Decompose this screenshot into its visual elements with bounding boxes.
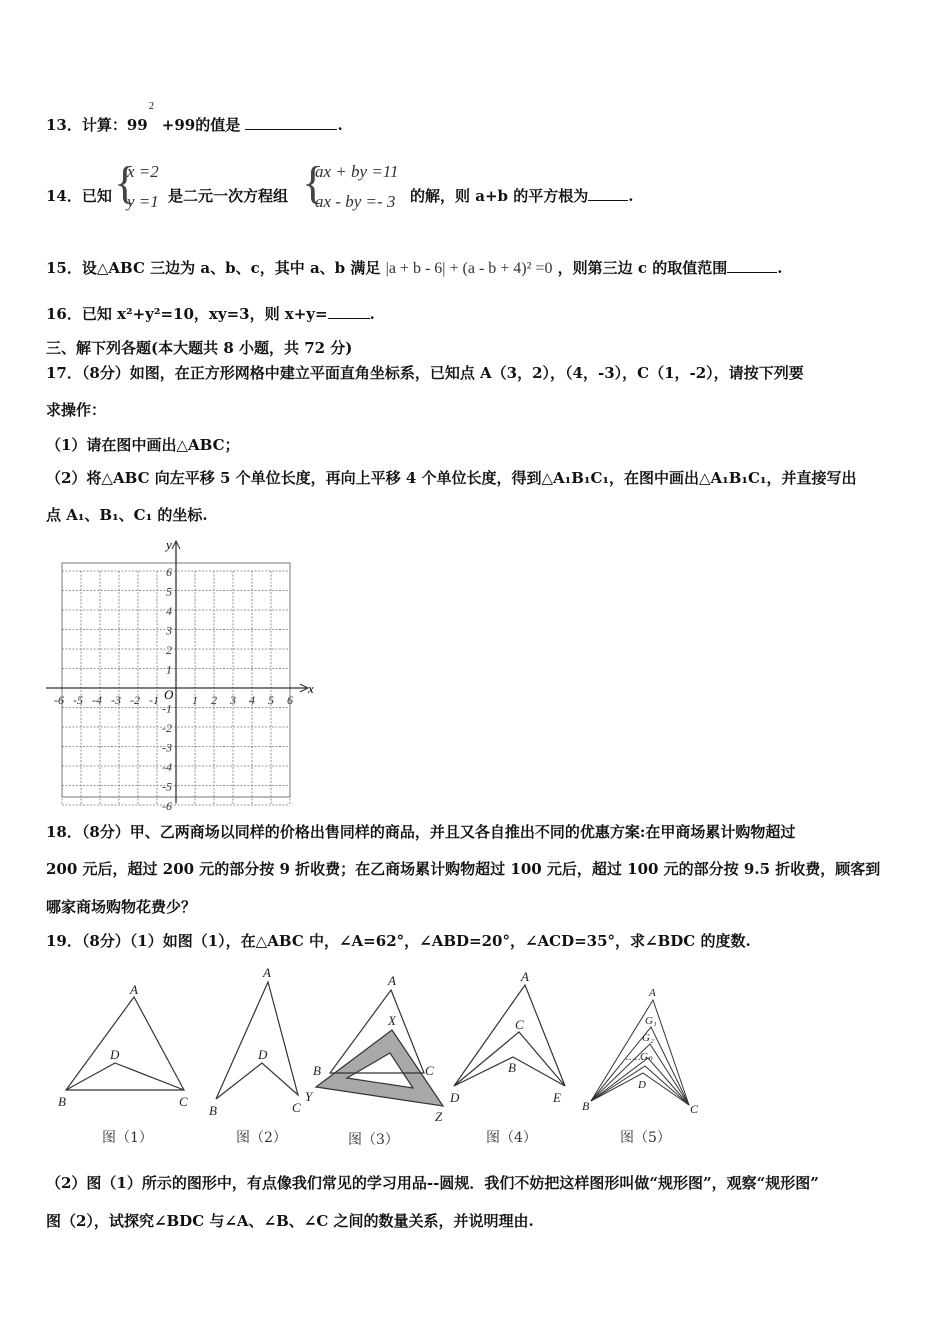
q13-end: . xyxy=(337,116,343,134)
q18-line2: 200 元后，超过 200 元的部分按 9 折收费；在乙商场累计购物超过 100 元后，超过 100 元的部分按 9.5 折收费，顾客到 xyxy=(46,860,881,878)
question-13 xyxy=(46,115,343,135)
y-tick-label: -2 xyxy=(162,721,172,735)
y-tick-label: -4 xyxy=(162,760,172,774)
y-tick-label: 3 xyxy=(166,623,172,638)
fig5-label-gn: Gₙ xyxy=(640,1051,653,1063)
fig5-ellipsis: …… xyxy=(626,1052,644,1063)
q13-prefix: 13．计算：99 xyxy=(46,116,148,134)
fig3-label-y: Y xyxy=(305,1089,313,1104)
x-tick-label: -4 xyxy=(92,693,102,707)
x-tick-label: 5 xyxy=(268,693,274,707)
q17-part2a: （2）将△ABC 向左平移 5 个单位长度，再向上平移 4 个单位长度，得到△A₁B₁C₁，在图中画出△A₁B₁C₁，并直接写出 xyxy=(46,469,857,487)
answer-blank xyxy=(588,186,628,201)
q19-part2b: 图（2），试探究∠BDC 与∠A、∠B、∠C 之间的数量关系，并说明理由. xyxy=(46,1212,534,1230)
fig5-label-d: D xyxy=(638,1079,646,1091)
y-tick-label: -3 xyxy=(162,740,172,755)
x-axis-label: x xyxy=(308,681,314,696)
y-axis-label: y xyxy=(166,537,172,552)
figures-row xyxy=(0,960,950,1124)
question-16 xyxy=(46,304,375,324)
brace-icon: { xyxy=(114,157,137,208)
fig3-label-z: Z xyxy=(435,1109,443,1124)
answer-blank xyxy=(245,115,337,130)
fig5-label-g2: G₂ xyxy=(642,1032,654,1044)
figure-1-caption: 图（1） xyxy=(102,1130,153,1146)
q17-line2: 求操作： xyxy=(46,401,107,419)
fig5-label-a: A xyxy=(649,987,656,999)
q19-part2a: （2）图（1）所示的图形中，有点像我们常见的学习用品--圆规．我们不妨把这样图形叫做“规形图”，观察“规形图” xyxy=(46,1174,819,1192)
q13-exponent: 2 xyxy=(149,101,154,112)
y-tick-label: 4 xyxy=(166,604,172,618)
figure-3 xyxy=(316,990,443,1106)
origin-label: O xyxy=(164,687,174,702)
q18-line1: 18．（8分）甲、乙两商场以同样的价格出售同样的商品，并且又各自推出不同的优惠方案:在甲商场累计购物超过 xyxy=(46,823,796,841)
fig4-label-b: B xyxy=(508,1060,516,1075)
fig1-label-d: D xyxy=(110,1047,120,1062)
x-tick-label: -2 xyxy=(130,693,140,707)
q14-end: . xyxy=(628,187,634,205)
fig3-label-x: X xyxy=(388,1013,396,1028)
brace-icon: { xyxy=(302,157,325,208)
q15-prefix: 15．设△ABC 三边为 a、b、c，其中 a、b 满足 xyxy=(46,259,381,277)
x-tick-label: 4 xyxy=(249,693,255,707)
q14-sys1-eq1: x =2 xyxy=(127,162,159,181)
y-tick-label: -5 xyxy=(162,779,172,794)
fig2-label-b: B xyxy=(209,1103,217,1118)
x-tick-label: -6 xyxy=(54,693,64,707)
x-tick-label: 2 xyxy=(211,693,217,707)
fig3-label-b: B xyxy=(313,1063,321,1078)
fig2-label-d: D xyxy=(258,1047,268,1062)
x-tick-label: 3 xyxy=(230,693,236,707)
q14-suffix-line xyxy=(410,186,633,206)
figure-1 xyxy=(66,997,184,1090)
fig5-label-g1: G₁ xyxy=(645,1015,657,1027)
fig4-label-e: E xyxy=(553,1090,561,1105)
fig1-label-a: A xyxy=(130,982,138,997)
fig3-label-c: C xyxy=(425,1063,434,1078)
fig5-label-b: B xyxy=(582,1099,590,1113)
q17-line1: 17．（8分）如图，在正方形网格中建立平面直角坐标系，已知点 A（3，2），（4，-3），C（1，-2），请按下列要 xyxy=(46,364,804,382)
y-tick-label: 5 xyxy=(166,584,172,599)
question-15 xyxy=(46,258,783,279)
fig4-label-d: D xyxy=(450,1090,460,1105)
fig1-label-c: C xyxy=(179,1094,188,1109)
figure-2-caption: 图（2） xyxy=(236,1130,287,1146)
figure-2 xyxy=(216,982,298,1099)
q14-sys2-eq2: ax - by =- 3 xyxy=(315,192,396,211)
q14-sys2-eq1: ax + by =11 xyxy=(315,162,399,181)
q16-text: 16．已知 x²+y²=10，xy=3，则 x+y= xyxy=(46,305,328,323)
q17-part1: （1）请在图中画出△ABC； xyxy=(46,436,240,454)
fig2-label-c: C xyxy=(292,1100,301,1115)
q13-suffix: +99的值是 xyxy=(161,116,241,134)
coordinate-grid xyxy=(40,535,320,813)
q14-suffix: 的解，则 a+b 的平方根为 xyxy=(410,187,589,205)
section-heading: 三、解下列各题(本大题共 8 小题，共 72 分) xyxy=(46,339,353,357)
y-tick-label: -6 xyxy=(162,799,172,813)
q17-part2b: 点 A₁、B₁、C₁ 的坐标. xyxy=(46,506,208,524)
y-tick-label: 6 xyxy=(166,565,172,579)
answer-blank xyxy=(328,304,370,319)
q14-sys1-eq2: y =1 xyxy=(127,192,159,211)
figure-3-caption: 图（3） xyxy=(348,1132,399,1148)
q15-suffix: ，则第三边 c 的取值范围 xyxy=(557,259,728,277)
x-tick-label: -1 xyxy=(149,693,159,707)
q16-end: . xyxy=(369,305,375,323)
q19-line1: 19．（8分）（1）如图（1），在△ABC 中，∠A=62°，∠ABD=20°，∠ACD=35°，求∠BDC 的度数. xyxy=(46,932,751,950)
q15-end: . xyxy=(777,259,783,277)
answer-blank xyxy=(727,258,777,273)
fig3-label-a: A xyxy=(388,973,396,988)
q15-expression: |a + b - 6| + (a - b + 4)² =0 xyxy=(385,260,553,277)
fig4-label-a: A xyxy=(521,969,529,984)
question-14-prefix: 14．已知 xyxy=(46,187,112,205)
x-tick-label: 6 xyxy=(287,693,293,707)
q18-line3: 哪家商场购物花费少？ xyxy=(46,898,197,916)
q14-mid: 是二元一次方程组 xyxy=(168,187,289,205)
fig1-label-b: B xyxy=(58,1094,66,1109)
x-tick-label: -5 xyxy=(73,693,83,707)
fig5-label-c: C xyxy=(690,1102,699,1116)
figure-4-caption: 图（4） xyxy=(486,1130,537,1146)
fig2-label-a: A xyxy=(263,965,271,980)
x-tick-label: 1 xyxy=(192,693,198,707)
y-tick-label: -1 xyxy=(162,701,172,716)
figure-5-caption: 图（5） xyxy=(620,1130,671,1146)
x-tick-label: -3 xyxy=(111,693,121,707)
y-tick-label: 1 xyxy=(166,662,172,677)
y-tick-label: 2 xyxy=(166,643,172,657)
fig4-label-c: C xyxy=(515,1017,524,1032)
